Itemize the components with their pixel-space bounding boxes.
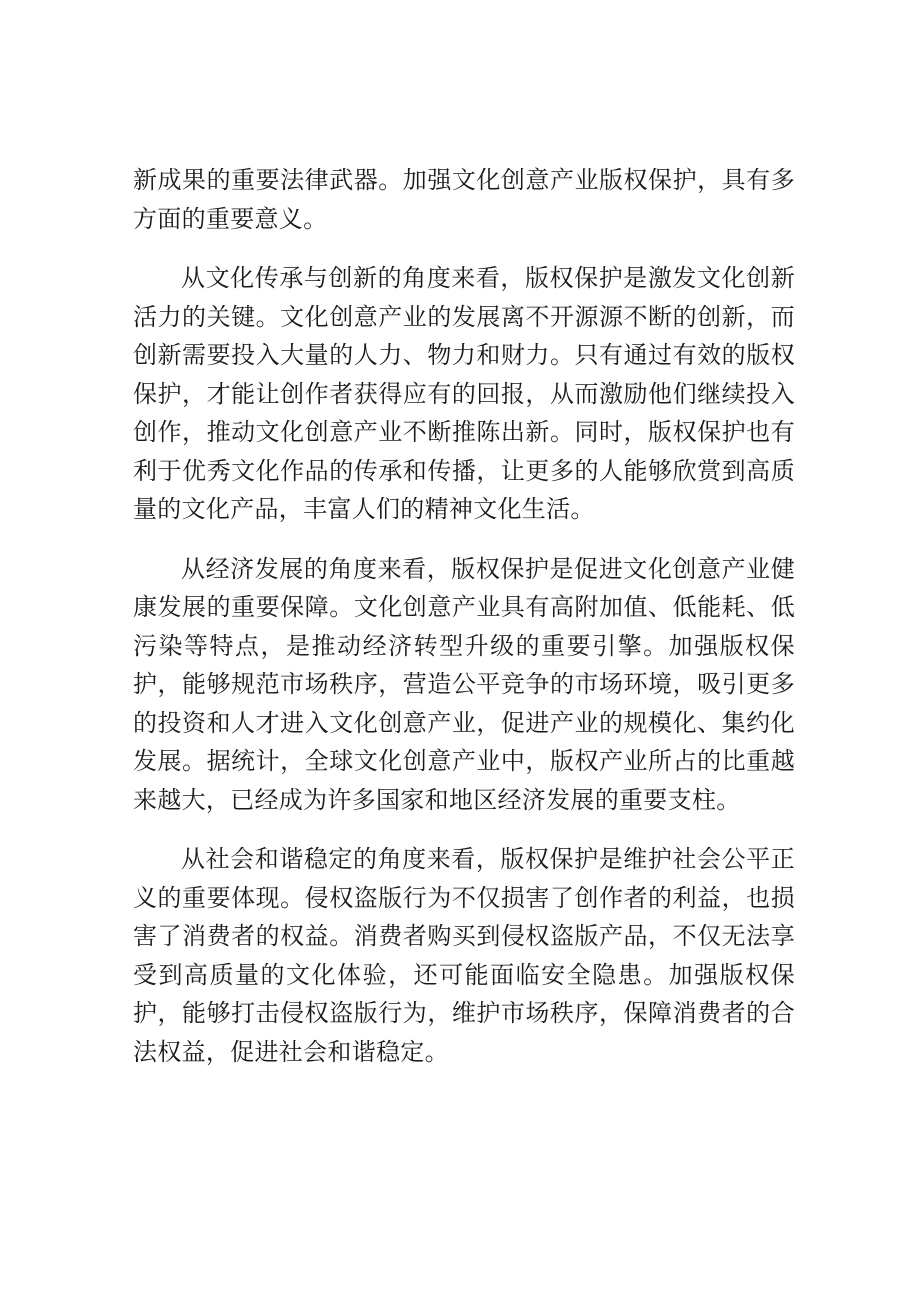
paragraph-economic-development: 从经济发展的角度来看，版权保护是促进文化创意产业健康发展的重要保障。文化创意产业具有高附加值、低能耗、低污染等特点，是推动经济转型升级的重要引擎。加强版权保护，能够规范市场秩序，营造公平竞争的市场环境，吸引更多的投资和人才进入文化创意产业，促进产业的规模化、集约化发展。据统计，全球文化创意产业中，版权产业所占的比重越来越大，已经成为许多国家和地区经济发展的重要支柱。 xyxy=(133,554,795,814)
paragraph-cultural-heritage: 从文化传承与创新的角度来看，版权保护是激发文化创新活力的关键。文化创意产业的发展离不开源源不断的创新，而创新需要投入大量的人力、物力和财力。只有通过有效的版权保护，才能让创作者获得应有的回报，从而激励他们继续投入创作，推动文化创意产业不断推陈出新。同时，版权保护也有利于优秀文化作品的传承和传播，让更多的人能够欣赏到高质量的文化产品，丰富人们的精神文化生活。 xyxy=(133,264,795,523)
paragraph-social-harmony: 从社会和谐稳定的角度来看，版权保护是维护社会公平正义的重要体现。侵权盗版行为不仅损害了创作者的利益，也损害了消费者的权益。消费者购买到侵权盗版产品，不仅无法享受到高质量的文化体验，还可能面临安全隐患。加强版权保护，能够打击侵权盗版行为，维护市场秩序，保障消费者的合法权益，促进社会和谐稳定。 xyxy=(133,845,795,1066)
document-body xyxy=(133,161,795,1092)
paragraph-continuation: 新成果的重要法律武器。加强文化创意产业版权保护，具有多方面的重要意义。 xyxy=(133,166,795,233)
